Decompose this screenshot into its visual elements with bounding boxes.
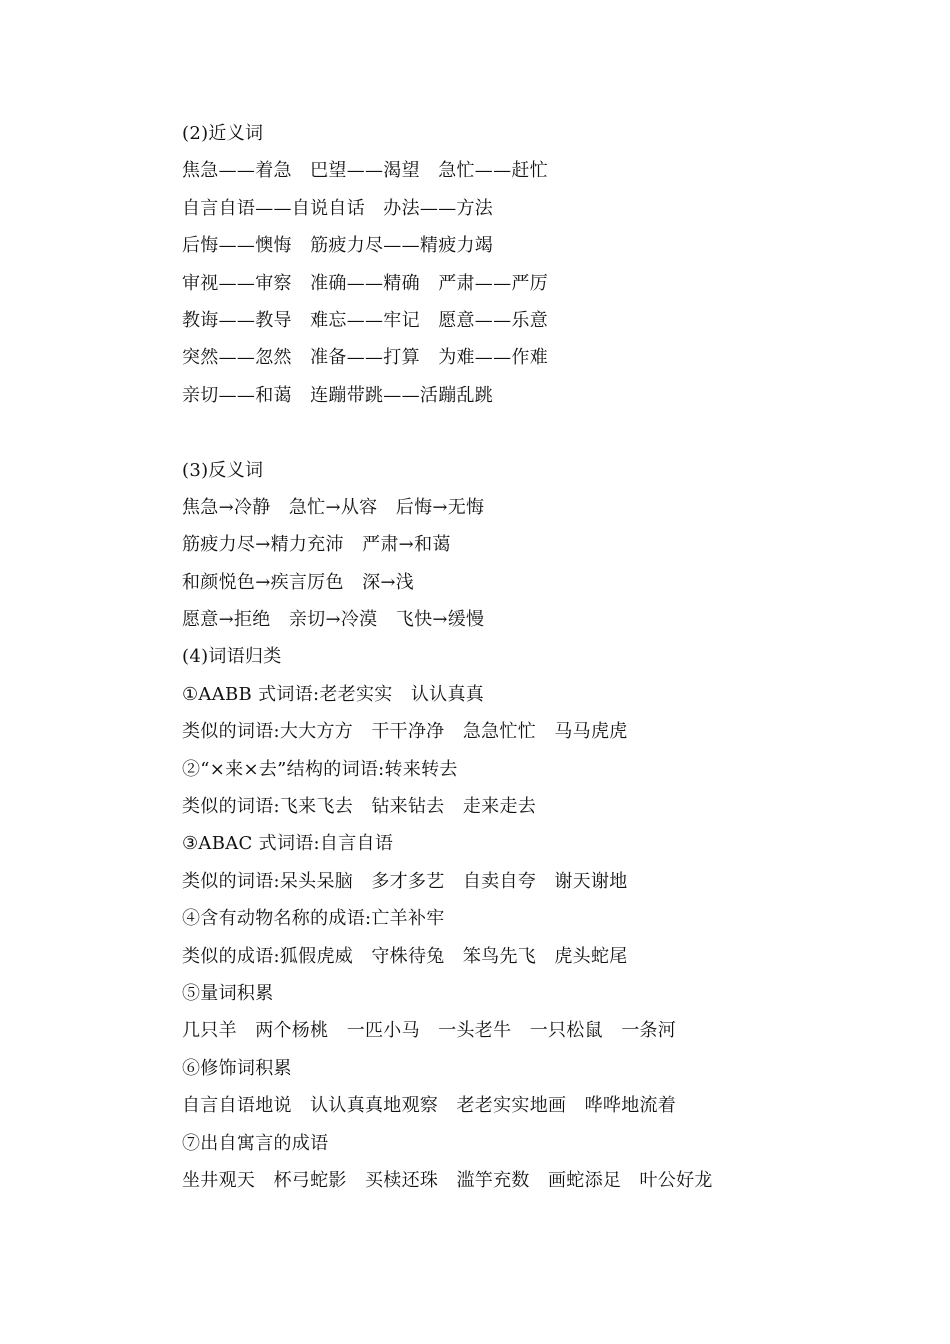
classification-line: ⑦出自寓言的成语 bbox=[182, 1132, 329, 1154]
classification-line: 自言自语地说 认认真真地观察 老老实实地画 哗哗地流着 bbox=[182, 1095, 677, 1117]
classification-line: 类似的成语:狐假虎威 守株待兔 笨鸟先飞 虎头蛇尾 bbox=[182, 945, 628, 967]
classification-line: 类似的词语:呆头呆脑 多才多艺 自卖自夸 谢天谢地 bbox=[182, 870, 628, 892]
antonyms-heading: (3)反义词 bbox=[182, 459, 264, 481]
classification-line: 类似的词语:飞来飞去 钻来钻去 走来走去 bbox=[182, 796, 537, 818]
synonyms-line: 后悔——懊悔 筋疲力尽——精疲力竭 bbox=[182, 235, 494, 257]
antonyms-line: 焦急→冷静 急忙→从容 后悔→无悔 bbox=[182, 496, 485, 518]
synonyms-line: 自言自语——自说自话 办法——方法 bbox=[182, 197, 494, 219]
section-spacer bbox=[182, 414, 882, 451]
synonyms-line: 审视——审察 准确——精确 严肃——严厉 bbox=[182, 272, 548, 294]
antonyms-line: 愿意→拒绝 亲切→冷漠 飞快→缓慢 bbox=[182, 609, 485, 631]
classification-line: ⑥修饰词积累 bbox=[182, 1057, 292, 1079]
document-page bbox=[182, 115, 882, 1199]
synonyms-line: 突然——忽然 准备——打算 为难——作难 bbox=[182, 347, 548, 369]
classification-line: 类似的词语:大大方方 干干净净 急急忙忙 马马虎虎 bbox=[182, 721, 628, 743]
classification-line: ②“×来×去”结构的词语:转来转去 bbox=[182, 758, 458, 780]
classification-line: ①AABB 式词语:老老实实 认认真真 bbox=[182, 683, 485, 705]
antonyms-line: 和颜悦色→疾言厉色 深→浅 bbox=[182, 571, 415, 593]
synonyms-line: 焦急——着急 巴望——渴望 急忙——赶忙 bbox=[182, 160, 548, 182]
classification-line: 坐井观天 杯弓蛇影 买椟还珠 滥竽充数 画蛇添足 叶公好龙 bbox=[182, 1169, 713, 1191]
synonyms-heading: (2)近义词 bbox=[182, 123, 264, 144]
classification-heading: (4)词语归类 bbox=[182, 646, 282, 668]
classification-line: ⑤量词积累 bbox=[182, 982, 274, 1004]
classification-line: 几只羊 两个杨桃 一匹小马 一头老牛 一只松鼠 一条河 bbox=[182, 1020, 677, 1042]
classification-line: ③ABAC 式词语:自言自语 bbox=[182, 833, 394, 855]
synonyms-line: 教诲——教导 难忘——牢记 愿意——乐意 bbox=[182, 309, 548, 331]
classification-line: ④含有动物名称的成语:亡羊补牢 bbox=[182, 908, 445, 930]
synonyms-line: 亲切——和蔼 连蹦带跳——活蹦乱跳 bbox=[182, 384, 494, 406]
antonyms-line: 筋疲力尽→精力充沛 严肃→和蔼 bbox=[182, 534, 451, 556]
